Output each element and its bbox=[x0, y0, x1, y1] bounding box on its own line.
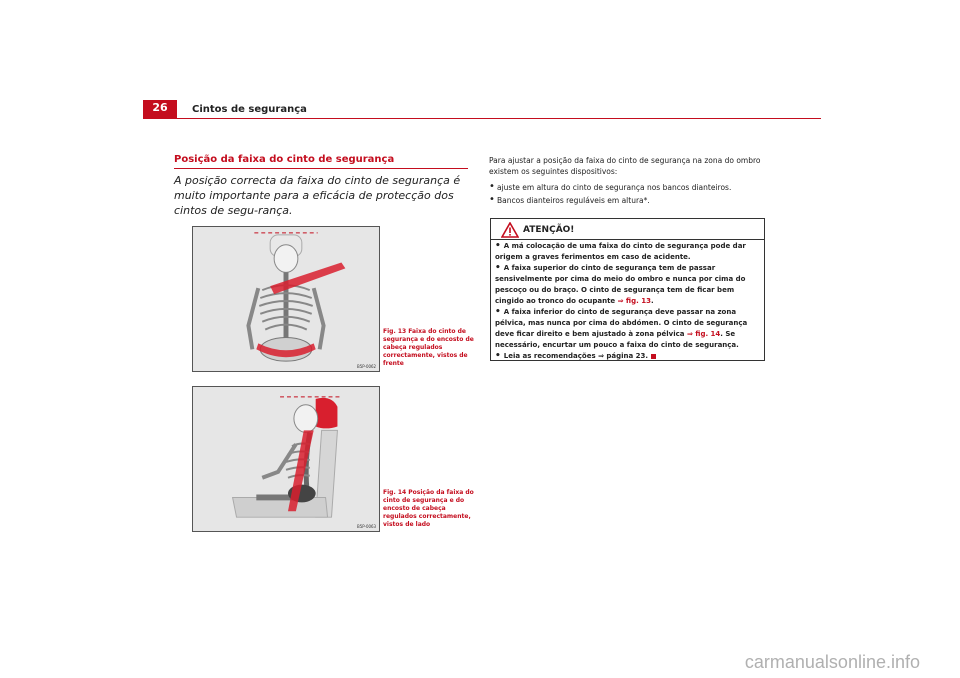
warning-item-text: A faixa superior do cinto de segurança tem de passar sensivelmente por cima do meio do ombro e nunca por cima do pescoço ou do braço. O cinto de segurança tem de ficar bem cingido ao tronco do ocupante bbox=[495, 264, 746, 305]
bullet-icon: • bbox=[495, 351, 501, 361]
warning-header bbox=[491, 219, 764, 239]
adjustment-list bbox=[489, 181, 769, 207]
figure-13-link[interactable]: ⇒ fig. 13 bbox=[617, 297, 651, 305]
figure-13-caption: Fig. 13 Faixa do cinto de segurança e do encosto de cabeça regulados correctamente, vistos de frente bbox=[383, 328, 474, 367]
warning-item-text: A faixa inferior do cinto de segurança deve passar na zona pélvica, mas nunca por cima do abdómen. O cinto de segurança deve ficar direito e bem ajustado à zona pélvica bbox=[495, 308, 748, 338]
bullet-icon: • bbox=[495, 241, 501, 251]
warning-item bbox=[495, 263, 763, 307]
warning-triangle-icon bbox=[501, 222, 519, 238]
figure-14-link[interactable]: ⇒ fig. 14 bbox=[686, 330, 721, 338]
warning-item-text: Leia as recomendações ⇒ página 23. bbox=[503, 352, 649, 360]
figure-14-caption: Fig. 14 Posição da faixa do cinto de segurança e do encosto de cabeça regulados correctamente, vistos de lado bbox=[383, 489, 474, 528]
chapter-title: Cintos de segurança bbox=[192, 104, 307, 115]
bullet-icon: • bbox=[495, 307, 501, 317]
figure-13-image bbox=[192, 226, 380, 372]
list-item: • Bancos dianteiros reguláveis em altura*. bbox=[489, 194, 769, 207]
warning-item bbox=[495, 351, 763, 362]
warning-title: ATENÇÃO! bbox=[523, 225, 575, 235]
warning-item bbox=[495, 241, 763, 263]
warning-box bbox=[490, 218, 765, 361]
skeleton-side-illustration bbox=[193, 387, 379, 531]
header-rule bbox=[143, 118, 821, 119]
warning-rule bbox=[491, 239, 764, 240]
warning-body bbox=[495, 241, 763, 362]
watermark: carmanualsonline.info bbox=[744, 652, 920, 672]
warning-item-text: A má colocação de uma faixa do cinto de segurança pode dar origem a graves ferimentos em caso de acidente. bbox=[495, 242, 746, 261]
warning-item-text: . Se necessário, encurtar um pouco a faixa do cinto de segurança. bbox=[495, 330, 739, 349]
page-number: 26 bbox=[152, 101, 168, 114]
section-title: Posição da faixa do cinto de segurança bbox=[174, 154, 395, 165]
warning-item bbox=[495, 307, 763, 351]
section-rule bbox=[174, 168, 468, 169]
figure-14-code: B5P-0063 bbox=[357, 524, 377, 530]
list-item: • ajuste em altura do cinto de segurança nos bancos dianteiros. bbox=[489, 181, 769, 194]
figure-13-code: B5P-0062 bbox=[357, 364, 377, 370]
warning-item-text: . bbox=[650, 297, 654, 305]
figure-14-image bbox=[192, 386, 380, 532]
section-intro: A posição correcta da faixa do cinto de segurança é muito importante para a eficácia de protecção dos cintos de segu-rança. bbox=[174, 174, 461, 217]
body-paragraph: Para ajustar a posição da faixa do cinto de segurança na zona do ombro existem os seguintes dispositivos: bbox=[489, 156, 761, 176]
end-marker-icon bbox=[651, 354, 656, 359]
skeleton-front-illustration bbox=[193, 227, 379, 371]
bullet-icon: • bbox=[495, 263, 501, 273]
